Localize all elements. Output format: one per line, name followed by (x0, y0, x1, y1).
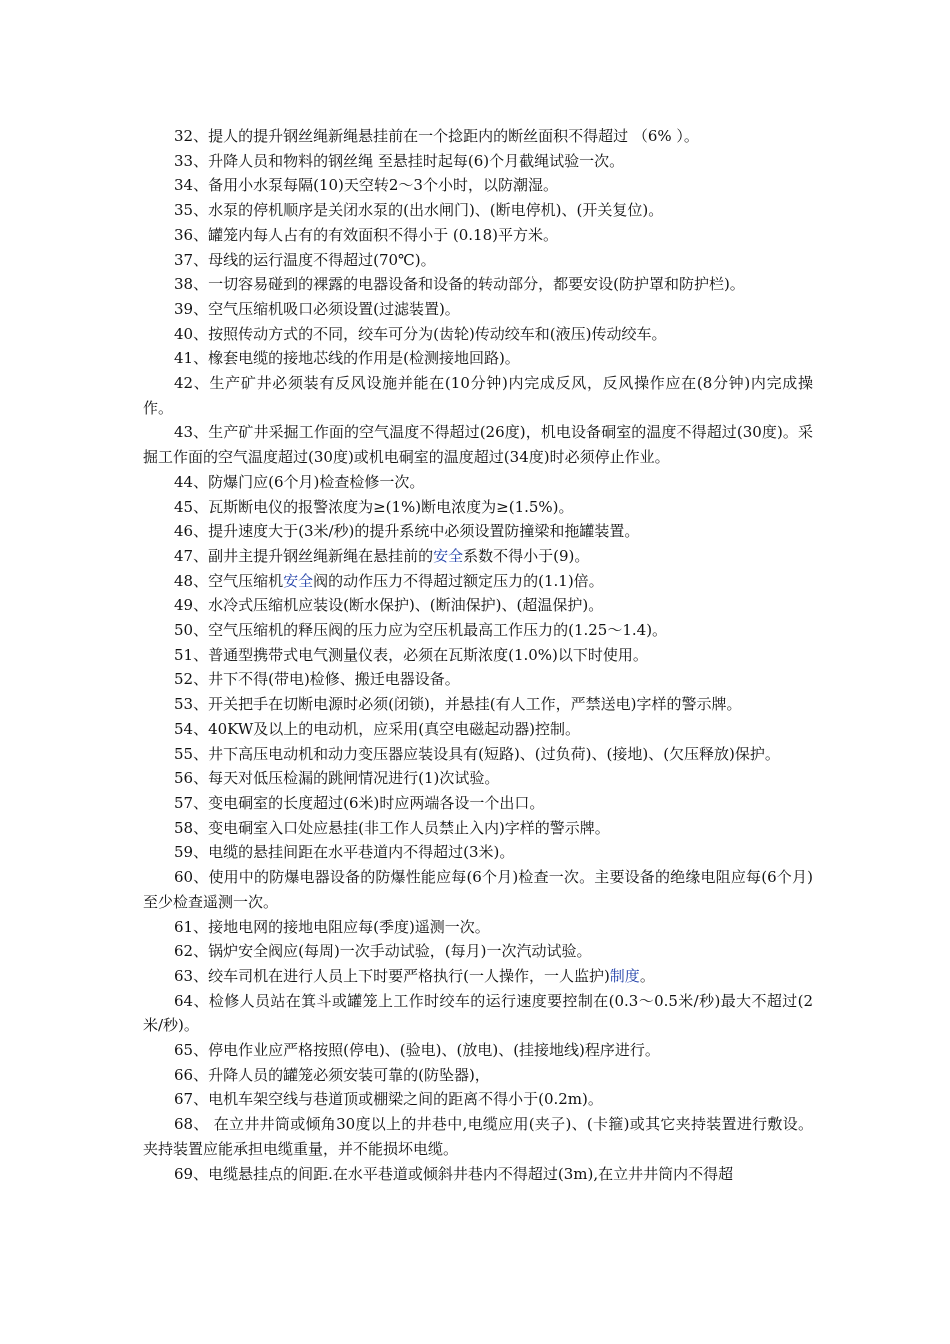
item-68: 68、 在立井井筒或倾角30度以上的井巷中,电缆应用(夹子)、(卡箍)或其它夹持装置进行敷设。夹持装置应能承担电缆重量，并不能损坏电缆。 (143, 1115, 813, 1158)
item-63 (143, 964, 813, 989)
item-42: 42、生产矿井必须装有反风设施并能在(10分钟)内完成反风，反风操作应在(8分钟)内完成操作。 (143, 374, 813, 417)
item-54: 54、40KW及以上的电动机，应采用(真空电磁起动器)控制。 (174, 719, 580, 738)
item-59: 59、电缆的悬挂间距在水平巷道内不得超过(3米)。 (174, 843, 515, 862)
item-69: 69、电缆悬挂点的间距.在水平巷道或倾斜井巷内不得超过(3m),在立井井筒内不得超 (174, 1164, 734, 1183)
item-46: 46、提升速度大于(3米/秒)的提升系统中必须设置防撞梁和拖罐装置。 (174, 522, 640, 541)
item-63-text-before: 63、绞车司机在进行人员上下时要严格执行(一人操作，一人监护) (174, 966, 610, 985)
item-39: 39、空气压缩机吸口必须设置(过滤装置)。 (174, 299, 460, 318)
item-43: 43、生产矿井采掘工作面的空气温度不得超过(26度)，机电设备硐室的温度不得超过(30度)。采掘工作面的空气温度超过(30度)或机电硐室的温度超过(34度)时必须停止作业。 (143, 423, 813, 467)
item-61: 61、接地电网的接地电阻应每(季度)遥测一次。 (174, 917, 490, 936)
item-55: 55、井下高压电动机和动力变压器应装设具有(短路)、(过负荷)、(接地)、(欠压释放)保护。 (174, 744, 780, 763)
item-56: 56、每天对低压检漏的跳闸情况进行(1)次试验。 (174, 769, 500, 788)
item-45: 45、瓦斯断电仪的报警浓度为≥(1%)断电浓度为≥(1.5%)。 (174, 497, 574, 516)
item-36: 36、罐笼内每人占有的有效面积不得小于 (0.18)平方米。 (174, 225, 558, 244)
item-62: 62、锅炉安全阀应(每周)一次手动试验，(每月)一次汽动试验。 (174, 942, 592, 961)
item-52: 52、井下不得(带电)检修、搬迁电器设备。 (174, 670, 460, 689)
item-50: 50、空气压缩机的释压阀的压力应为空压机最高工作压力的(1.25～1.4)。 (174, 621, 668, 640)
item-48 (143, 569, 813, 594)
item-34: 34、备用小水泵每隔(10)天空转2～3个小时，以防潮湿。 (174, 176, 558, 195)
item-48-text-after: 阀的动作压力不得超过额定压力的(1.1)倍。 (313, 571, 604, 590)
item-53: 53、开关把手在切断电源时必须(闭锁)，并悬挂(有人工作，严禁送电)字样的警示牌。 (174, 695, 742, 714)
item-47-text-before: 47、副井主提升钢丝绳新绳在悬挂前的 (174, 546, 434, 565)
item-37: 37、母线的运行温度不得超过(70℃)。 (174, 250, 436, 269)
item-33: 33、升降人员和物料的钢丝绳 至悬挂时起每(6)个月截绳试验一次。 (174, 151, 625, 170)
safety-link[interactable]: 安全 (433, 546, 464, 565)
item-60: 60、使用中的防爆电器设备的防爆性能应每(6个月)检查一次。主要设备的绝缘电阻应每(6个月)至少检查遥测一次。 (143, 868, 813, 911)
item-44: 44、防爆门应(6个月)检查检修一次。 (174, 472, 425, 491)
item-35: 35、水泵的停机顺序是关闭水泵的(出水闸门)、(断电停机)、(开关复位)。 (174, 201, 664, 220)
item-38: 38、一切容易碰到的裸露的电器设备和设备的转动部分，都要安设(防护罩和防护栏)。 (174, 275, 745, 294)
document-body (143, 124, 813, 1186)
item-65: 65、停电作业应严格按照(停电)、(验电)、(放电)、(挂接地线)程序进行。 (174, 1041, 660, 1060)
item-40: 40、按照传动方式的不同，绞车可分为(齿轮)传动绞车和(液压)传动绞车。 (174, 324, 667, 343)
item-63-text-after: 。 (639, 966, 655, 985)
item-67: 67、电机车架空线与巷道顶或棚梁之间的距离不得小于(0.2m)。 (174, 1090, 603, 1109)
system-link[interactable]: 制度 (609, 966, 640, 985)
item-66: 66、升降人员的罐笼必须安装可靠的(防坠器)， (174, 1065, 490, 1084)
item-49: 49、水冷式压缩机应装设(断水保护)、(断油保护)、(超温保护)。 (174, 596, 604, 615)
item-47 (143, 544, 813, 569)
item-48-text-before: 48、空气压缩机 (174, 571, 284, 590)
item-47-text-after: 系数不得小于(9)。 (463, 546, 590, 565)
item-64: 64、检修人员站在箕斗或罐笼上工作时绞车的运行速度要控制在(0.3～0.5米/秒)最大不超过(2米/秒)。 (143, 991, 813, 1035)
safety-link[interactable]: 安全 (283, 571, 314, 590)
item-51: 51、普通型携带式电气测量仪表，必须在瓦斯浓度(1.0%)以下时使用。 (174, 645, 648, 664)
item-41: 41、橡套电缆的接地芯线的作用是(检测接地回路)。 (174, 349, 520, 368)
item-32: 32、提人的提升钢丝绳新绳悬挂前在一个捻距内的断丝面积不得超过 （6% ）。 (174, 127, 699, 145)
item-57: 57、变电硐室的长度超过(6米)时应两端各设一个出口。 (174, 793, 545, 812)
item-58: 58、变电硐室入口处应悬挂(非工作人员禁止入内)字样的警示牌。 (174, 818, 610, 837)
